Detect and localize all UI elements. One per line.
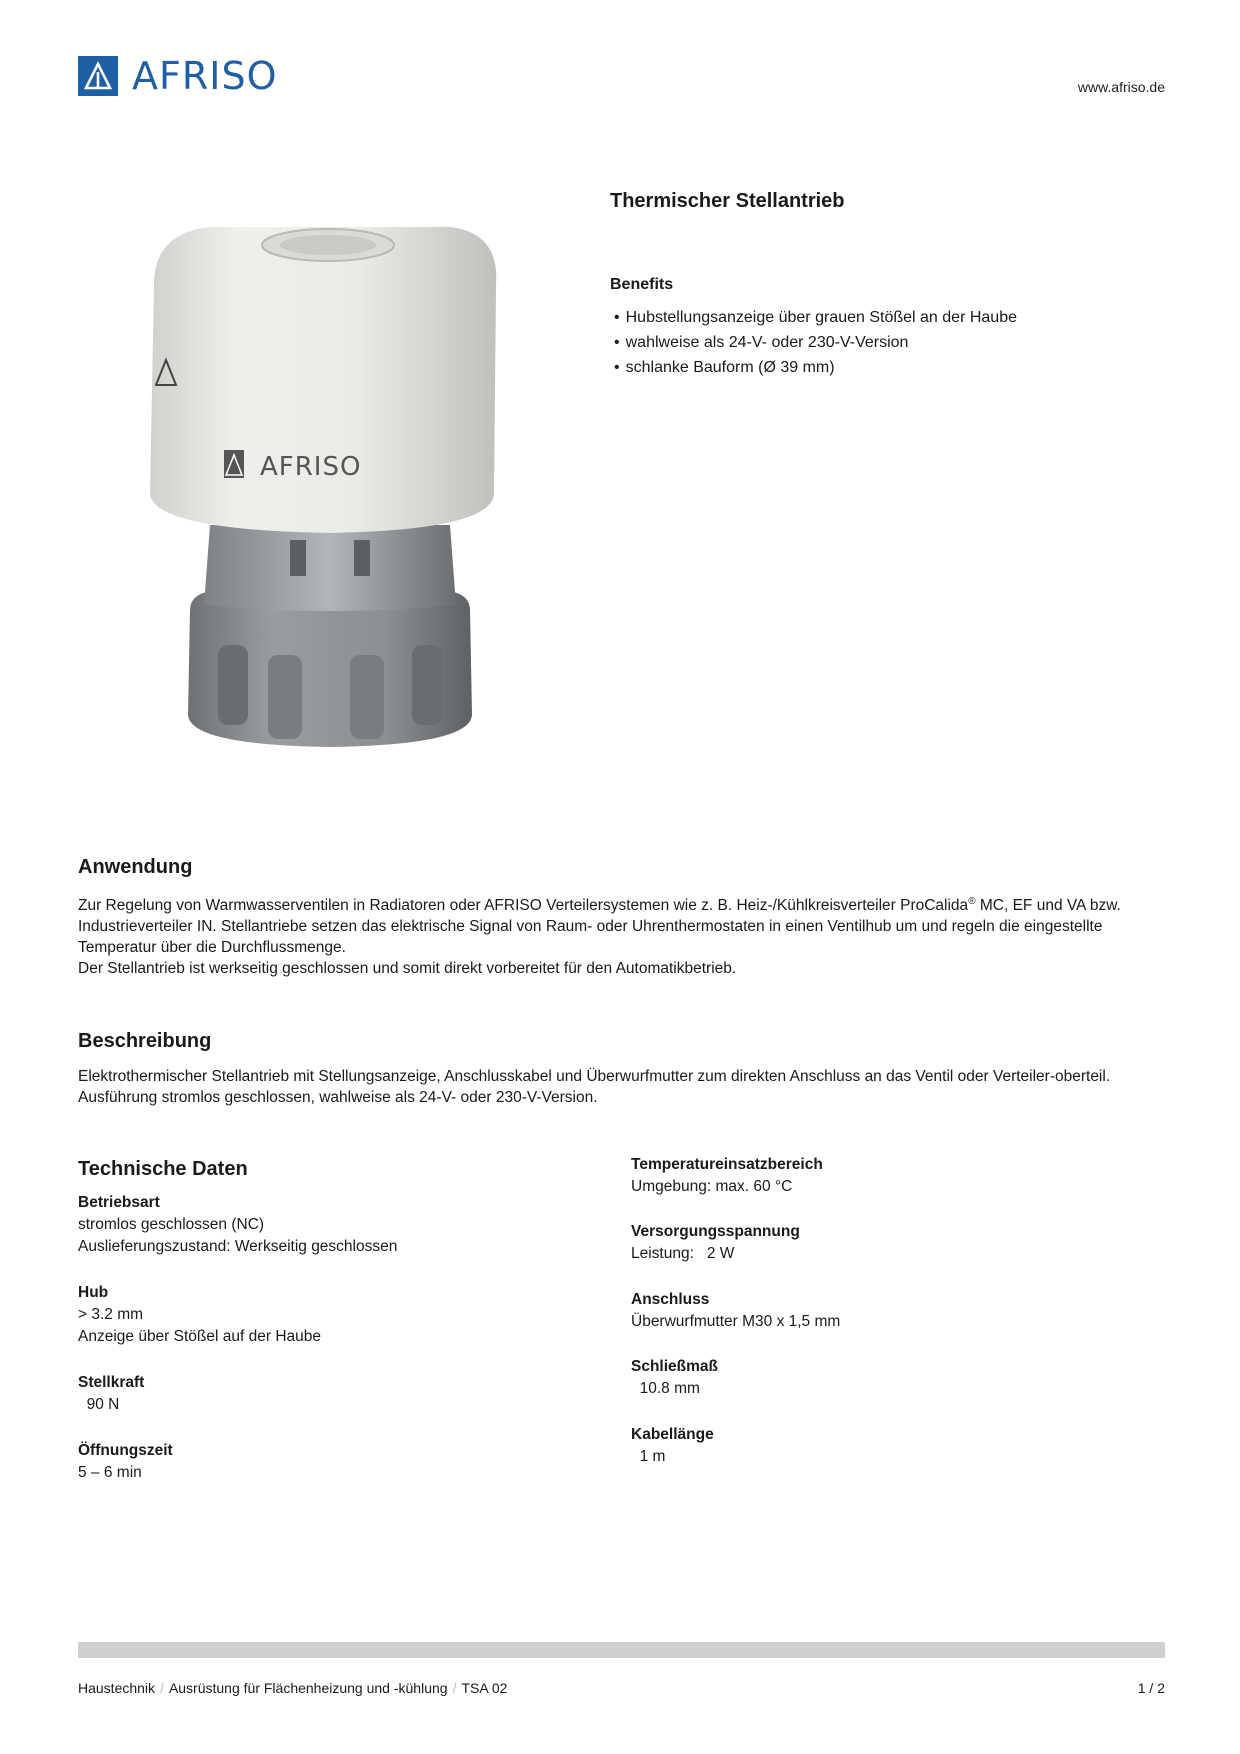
registered-mark: ® [968, 895, 976, 907]
td-value: Überwurfmutter M30 x 1,5 mm [631, 1313, 841, 1330]
td-label: Schließmaß [631, 1358, 718, 1375]
benefit-item: • schlanke Bauform (Ø 39 mm) [614, 355, 1017, 380]
td-value: Leistung: 2 W [631, 1245, 735, 1262]
breadcrumb-separator: / [160, 1680, 164, 1696]
website-link[interactable]: www.afriso.de [1077, 79, 1165, 95]
breadcrumb-item[interactable]: Ausrüstung für Flächenheizung und -kühlung [168, 1680, 448, 1696]
anwendung-text-part: Zur Regelung von Warmwasserventilen in Radiatoren oder AFRISO Verteilersystemen wie z. B. Heiz-/Kühlkreisverteiler ProCalida [78, 897, 969, 914]
breadcrumb-item[interactable]: TSA 02 [461, 1680, 508, 1696]
anwendung-text [78, 895, 1168, 979]
brand-logo [78, 55, 278, 97]
td-stellkraft [78, 1372, 144, 1416]
td-betriebsart [78, 1192, 397, 1258]
anwendung-paragraph-1 [78, 895, 1168, 958]
product-image [150, 225, 510, 760]
anwendung-paragraph-2: Der Stellantrieb ist werkseitig geschlossen und somit direkt vorbereitet für den Automatikbetrieb. [78, 960, 737, 977]
breadcrumb-item[interactable]: Haustechnik [78, 1680, 156, 1696]
logo-triangle-icon [78, 56, 118, 96]
td-value: Auslieferungszustand: Werkseitig geschlossen [78, 1238, 398, 1255]
td-label: Betriebsart [78, 1194, 160, 1211]
logo-text: AFRISO [132, 54, 278, 98]
page-number: 1 / 2 [1137, 1680, 1165, 1696]
anwendung-heading: Anwendung [78, 856, 193, 878]
td-label: Kabellänge [631, 1426, 714, 1443]
td-anschluss [631, 1289, 840, 1333]
benefits-list [614, 305, 1017, 380]
td-kabellaenge [631, 1424, 714, 1468]
td-value: > 3.2 mm [78, 1306, 144, 1323]
td-value: 5 – 6 min [78, 1464, 142, 1481]
benefits-heading: Benefits [610, 276, 674, 293]
td-temperatureinsatzbereich [631, 1154, 823, 1198]
anwendung-text-part: MC, EF und VA bzw. Industrieverteiler IN. Stellantriebe setzen das elektrische Signal von Raum- oder Uhrenthermostaten in einen Ventilhub um und regeln die eingestellte Temperatur über die Durchflussmenge. [78, 897, 1121, 956]
td-label: Anschluss [631, 1291, 710, 1308]
td-value: stromlos geschlossen (NC) [78, 1216, 265, 1233]
td-versorgungsspannung [631, 1221, 800, 1265]
benefit-item: • wahlweise als 24-V- oder 230-V-Version [614, 330, 1017, 355]
td-schliessmass [631, 1356, 718, 1400]
image-logo-text: AFRISO [260, 452, 362, 482]
td-oeffnungszeit [78, 1440, 173, 1484]
td-value: 1 m [631, 1448, 666, 1465]
product-title: Thermischer Stellantrieb [610, 190, 845, 212]
td-value: 90 N [78, 1396, 120, 1413]
td-label: Hub [78, 1284, 109, 1301]
breadcrumb [78, 1680, 507, 1696]
benefit-item: • Hubstellungsanzeige über grauen Stößel an der Haube [614, 305, 1017, 330]
td-hub [78, 1282, 321, 1348]
td-value: 10.8 mm [631, 1380, 700, 1397]
beschreibung-heading: Beschreibung [78, 1030, 212, 1052]
td-label: Temperatureinsatzbereich [631, 1156, 823, 1173]
beschreibung-text: Elektrothermischer Stellantrieb mit Stellungsanzeige, Anschlusskabel und Überwurfmutter zum direkten Anschluss an das Ventil oder Verteiler-oberteil. Ausführung stromlos geschlossen, wahlweise als 24-V- oder 230-V-Version. [78, 1068, 1111, 1106]
breadcrumb-separator: / [452, 1680, 457, 1696]
td-value: Anzeige über Stößel auf der Haube [78, 1328, 321, 1345]
footer-divider-bar [78, 1642, 1165, 1658]
td-value: Umgebung: max. 60 °C [631, 1178, 793, 1195]
td-label: Versorgungsspannung [631, 1223, 800, 1240]
td-label: Öffnungszeit [78, 1442, 173, 1459]
technische-daten-heading: Technische Daten [78, 1158, 248, 1180]
td-label: Stellkraft [78, 1374, 145, 1391]
